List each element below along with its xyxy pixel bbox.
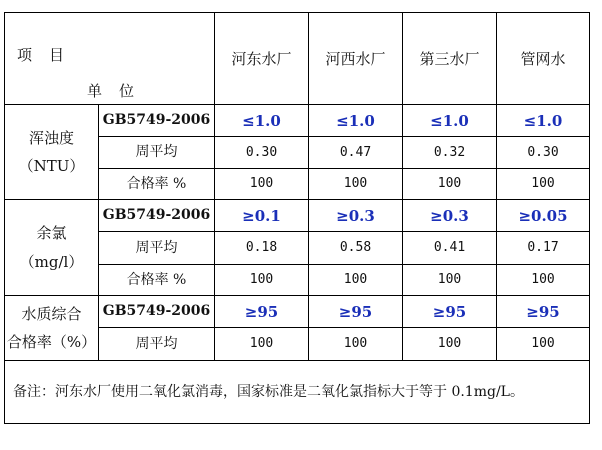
item-label: 项 目 bbox=[17, 46, 66, 64]
standard-value: ≥0.1 bbox=[215, 200, 309, 232]
unit-label: 单 位 bbox=[87, 82, 136, 100]
cell-value: 0.47 bbox=[309, 137, 403, 169]
standard-value: ≥0.3 bbox=[403, 200, 497, 232]
cell-value: 100 bbox=[403, 265, 497, 296]
standard-value: ≥95 bbox=[215, 296, 309, 328]
cell-value: 100 bbox=[215, 169, 309, 200]
standard-value: ≥95 bbox=[403, 296, 497, 328]
row-label: 周平均 bbox=[99, 232, 215, 265]
column-header-hedong: 河东水厂 bbox=[215, 13, 309, 105]
cell-value: 0.18 bbox=[215, 232, 309, 265]
row-label: GB5749-2006 bbox=[99, 200, 215, 232]
standard-value: ≤1.0 bbox=[215, 105, 309, 137]
group-label-residual-chlorine bbox=[5, 200, 99, 296]
standard-value: ≤1.0 bbox=[309, 105, 403, 137]
row-label: GB5749-2006 bbox=[99, 296, 215, 328]
cell-value: 0.30 bbox=[497, 137, 590, 169]
note-row bbox=[5, 361, 590, 424]
group-name: 水质综合 bbox=[21, 304, 82, 323]
cell-value: 100 bbox=[403, 328, 497, 361]
row-label: 周平均 bbox=[99, 328, 215, 361]
note-text: 备注：河东水厂使用二氧化氯消毒，国家标准是二氧化氯指标大于等于 0.1mg/L。 bbox=[5, 361, 590, 424]
table-row bbox=[5, 105, 590, 137]
water-quality-report bbox=[4, 12, 589, 432]
group-label-overall-quality bbox=[5, 296, 99, 361]
group-name: 浑浊度 bbox=[28, 128, 74, 147]
column-header-network: 管网水 bbox=[497, 13, 590, 105]
cell-value: 100 bbox=[309, 265, 403, 296]
row-label: 周平均 bbox=[99, 137, 215, 169]
standard-value: ≥0.05 bbox=[497, 200, 590, 232]
cell-value: 0.32 bbox=[403, 137, 497, 169]
cell-value: 100 bbox=[215, 265, 309, 296]
row-label: GB5749-2006 bbox=[99, 105, 215, 137]
group-unit: （NTU） bbox=[18, 157, 85, 175]
row-label: 合格率 % bbox=[99, 265, 215, 296]
water-quality-table bbox=[4, 12, 590, 424]
standard-value: ≥95 bbox=[497, 296, 590, 328]
cell-value: 0.17 bbox=[497, 232, 590, 265]
standard-value: ≤1.0 bbox=[497, 105, 590, 137]
cell-value: 100 bbox=[497, 169, 590, 200]
cell-value: 0.58 bbox=[309, 232, 403, 265]
table-row bbox=[5, 296, 590, 328]
table-row bbox=[5, 200, 590, 232]
standard-value: ≥95 bbox=[309, 296, 403, 328]
header-row bbox=[5, 13, 590, 105]
group-unit: （mg/l） bbox=[19, 252, 84, 271]
group-label-turbidity bbox=[5, 105, 99, 200]
group-unit: 合格率（%） bbox=[6, 333, 97, 351]
cell-value: 100 bbox=[497, 265, 590, 296]
header-corner-cell bbox=[5, 13, 215, 105]
cell-value: 100 bbox=[215, 328, 309, 361]
cell-value: 100 bbox=[309, 169, 403, 200]
column-header-hexi: 河西水厂 bbox=[309, 13, 403, 105]
column-header-third-plant: 第三水厂 bbox=[403, 13, 497, 105]
cell-value: 100 bbox=[403, 169, 497, 200]
cell-value: 100 bbox=[497, 328, 590, 361]
cell-value: 0.30 bbox=[215, 137, 309, 169]
cell-value: 100 bbox=[309, 328, 403, 361]
group-name: 余氯 bbox=[36, 224, 67, 242]
row-label: 合格率 % bbox=[99, 169, 215, 200]
standard-value: ≤1.0 bbox=[403, 105, 497, 137]
standard-value: ≥0.3 bbox=[309, 200, 403, 232]
cell-value: 0.41 bbox=[403, 232, 497, 265]
